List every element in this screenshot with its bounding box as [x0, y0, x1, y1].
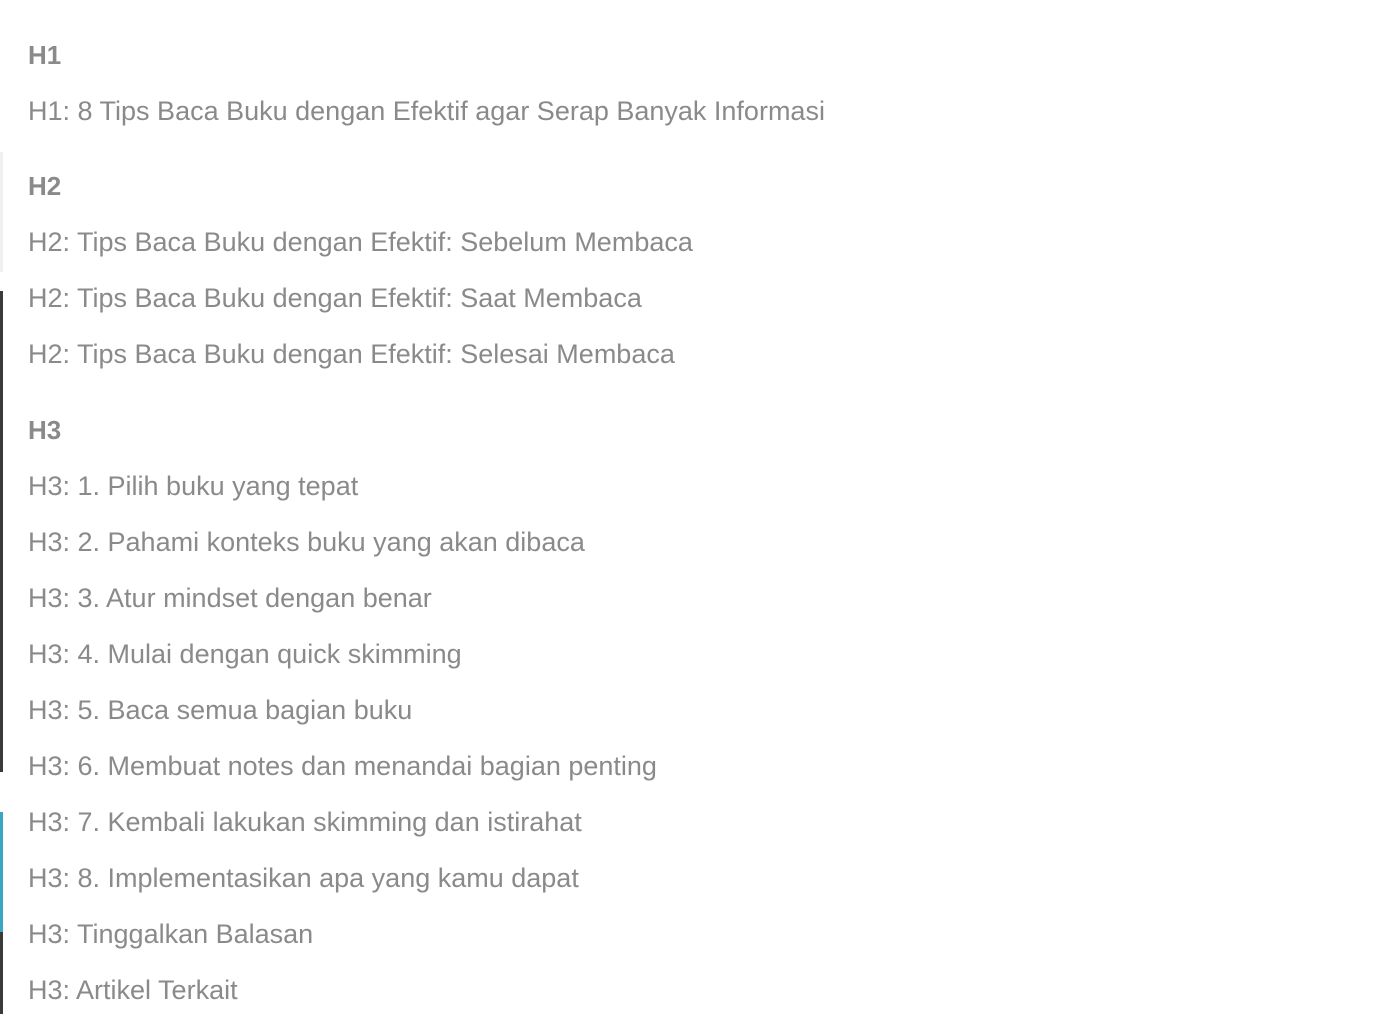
- h3-section: [28, 409, 1392, 1014]
- h2-heading-item: H2: Tips Baca Buku dengan Efektif: Sebelum Membaca: [28, 227, 693, 257]
- h3-heading-item: H3: 1. Pilih buku yang tepat: [28, 471, 359, 501]
- left-edge-accent-bar: [0, 812, 3, 932]
- h1-section-title: H1: [28, 40, 62, 70]
- left-edge-dark-bar-lower: [0, 932, 3, 1014]
- h3-heading-item: H3: 8. Implementasikan apa yang kamu dapat: [28, 863, 579, 893]
- h2-section-title: H2: [28, 171, 62, 201]
- h3-heading-item: H3: 2. Pahami konteks buku yang akan dibaca: [28, 527, 585, 557]
- h3-heading-item: H3: Tinggalkan Balasan: [28, 919, 314, 949]
- h2-heading-item: H2: Tips Baca Buku dengan Efektif: Selesai Membaca: [28, 339, 675, 369]
- h3-heading-item: H3: 5. Baca semua bagian buku: [28, 695, 413, 725]
- h2-heading-item: H2: Tips Baca Buku dengan Efektif: Saat Membaca: [28, 283, 642, 313]
- h2-heading-list: [28, 221, 1392, 389]
- h1-section: [28, 34, 1392, 146]
- left-edge-dark-bar: [0, 291, 3, 772]
- h3-heading-item: H3: 7. Kembali lakukan skimming dan istirahat: [28, 807, 582, 837]
- h2-section: [28, 165, 1392, 389]
- h1-heading-item: H1: 8 Tips Baca Buku dengan Efektif agar Serap Banyak Informasi: [28, 96, 825, 126]
- h3-section-title: H3: [28, 415, 62, 445]
- h3-heading-item: H3: Artikel Terkait: [28, 975, 238, 1005]
- h3-heading-item: H3: 4. Mulai dengan quick skimming: [28, 639, 462, 669]
- h3-heading-item: H3: 6. Membuat notes dan menandai bagian penting: [28, 751, 657, 781]
- h3-heading-item: H3: 3. Atur mindset dengan benar: [28, 583, 432, 613]
- h1-heading-list: [28, 90, 1392, 146]
- left-edge-light-bar: [0, 152, 3, 272]
- h3-heading-list: [28, 465, 1392, 1014]
